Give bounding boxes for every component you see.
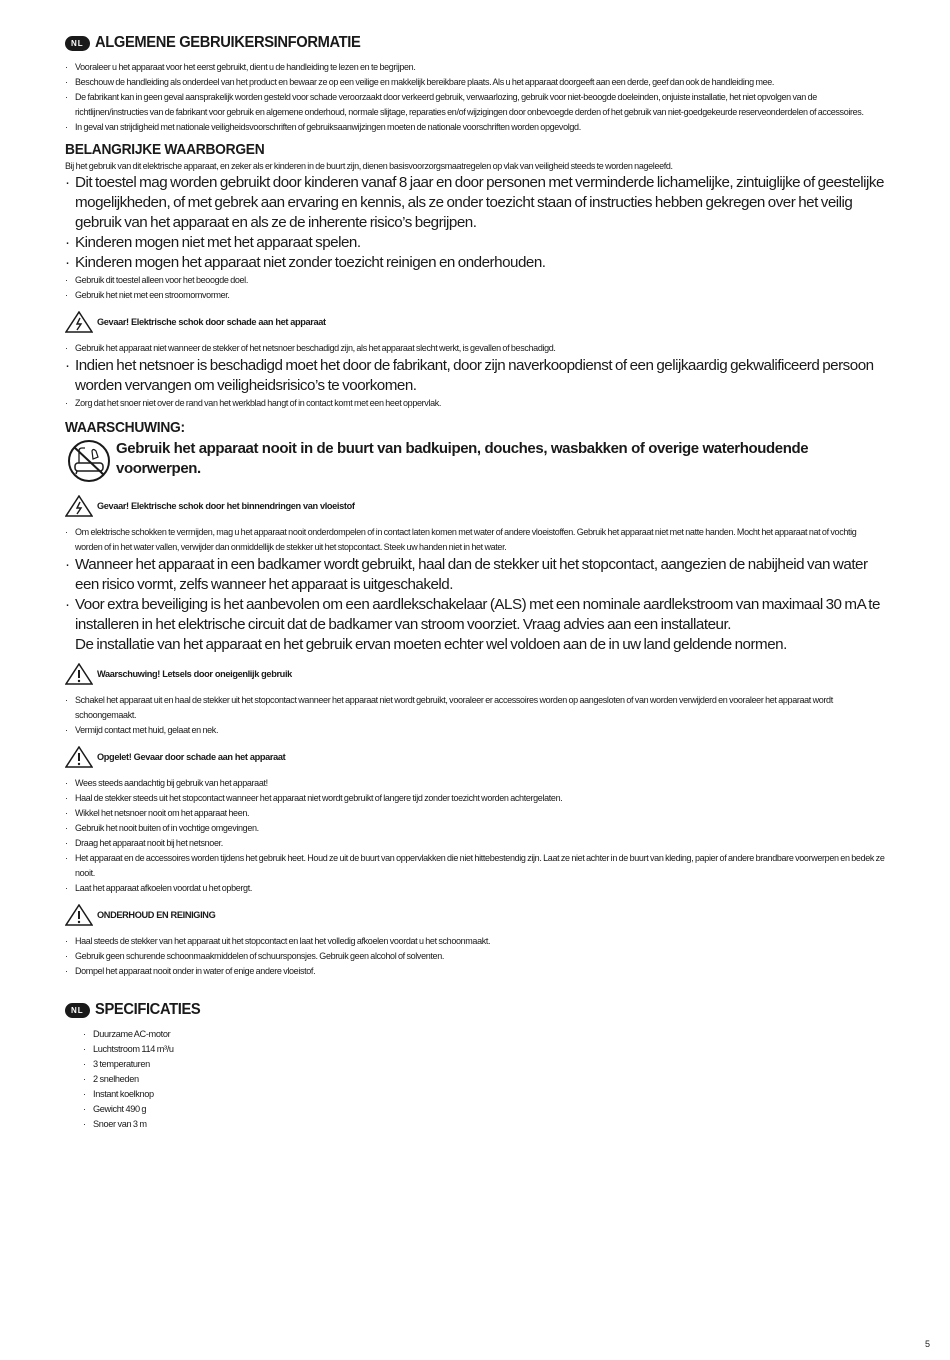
list-item: · Gebruik het apparaat niet wanneer de stekker of het netsnoer beschadigd zijn, als het apparaat slecht werkt, is gevallen of beschadigd. bbox=[65, 341, 885, 356]
warning-label: Gevaar! Elektrische schok door het binnendringen van vloeistof bbox=[97, 501, 355, 511]
warning-triangle-icon bbox=[65, 311, 93, 333]
list-item: · 2 snelheden bbox=[83, 1072, 885, 1087]
manual-page bbox=[65, 34, 885, 1132]
maintenance-label: ONDERHOUD EN REINIGING bbox=[97, 910, 216, 920]
list-item: · Beschouw de handleiding als onderdeel van het product en bewaar ze op een veilige en makkelijk bereikbare plaats. Als u het apparaat doorgeeft aan een derde, geef dan ook de handleiding mee. bbox=[65, 75, 885, 90]
general-list bbox=[65, 60, 885, 135]
safeguards-intro: Bij het gebruik van dit elektrische apparaat, en zeker als er kinderen in de buurt zijn, dienen basisvoorzorgsmaatregelen op vlak van veiligheid steeds te worden nageleefd. bbox=[65, 161, 673, 171]
waarschuwing-title: WAARSCHUWING: bbox=[65, 419, 185, 436]
no-bathtub-icon bbox=[65, 439, 113, 483]
specs-title: SPECIFICATIES bbox=[94, 1001, 201, 1018]
list-item bbox=[65, 595, 885, 655]
list-item: · In geval van strijdigheid met nationale veiligheidsvoorschriften of gebruiksaanwijzingen moeten de nationale voorschriften worden opgevolgd. bbox=[65, 120, 885, 135]
list-item-text: Voor extra beveiliging is het aanbevolen om een aardlekschakelaar (ALS) met een nominale aardlekstroom van maximaal 30 mA te installeren in het elektrische circuit dat de badkamer van stroom voorziet. Vraag advies aan een installateur. bbox=[75, 596, 880, 633]
warning3-list bbox=[65, 693, 885, 738]
warning-exclamation-icon bbox=[65, 904, 93, 926]
language-badge: NL bbox=[65, 36, 90, 51]
page-number: 5 bbox=[924, 1339, 930, 1349]
warning-device-damage bbox=[65, 746, 885, 768]
warning-liquid bbox=[65, 495, 885, 517]
list-item: · Om elektrische schokken te vermijden, mag u het apparaat nooit onderdompelen of in contact laten komen met water of andere vloeistoffen. Gebruik het apparaat niet met natte handen. Mocht het apparaat nat of vochtig worden of in het water vallen, verwijder dan onmiddellijk de stekker uit het stopcontact. Steek uw handen niet in het water. bbox=[65, 525, 885, 555]
maintenance-heading bbox=[65, 904, 885, 926]
list-item: · Zorg dat het snoer niet over de rand van het werkblad hangt of in contact komt met een heet oppervlak. bbox=[65, 396, 885, 411]
maintenance-list bbox=[65, 934, 885, 979]
general-title: ALGEMENE GEBRUIKERSINFORMATIE bbox=[94, 34, 361, 51]
list-item: · Gebruik geen schurende schoonmaakmiddelen of schuursponsjes. Gebruik geen alcohol of solventen. bbox=[65, 949, 885, 964]
list-item-text: De installatie van het apparaat en het gebruik ervan moeten echter wel voldoen aan de in uw land geldende normen. bbox=[75, 636, 787, 653]
list-item: · 3 temperaturen bbox=[83, 1057, 885, 1072]
list-item: · Schakel het apparaat uit en haal de stekker uit het stopcontact wanneer het apparaat niet wordt gebruikt, vooraleer er accessoires worden op aangesloten of van worden verwijderd en vooraleer het apparaat wordt schoongemaakt. bbox=[65, 693, 885, 723]
list-item: · Instant koelknop bbox=[83, 1087, 885, 1102]
list-item: · Het apparaat en de accessoires worden tijdens het gebruik heet. Houd ze uit de buurt van oppervlakken die niet hittebestendig zijn. Laat ze niet achter in de buurt van kleding, papier of andere brandbare voorwerpen en bedek ze nooit. bbox=[65, 851, 885, 881]
list-item: · Laat het apparaat afkoelen voordat u het opbergt. bbox=[65, 881, 885, 896]
list-item: · Vooraleer u het apparaat voor het eerst gebruikt, dient u de handleiding te lezen en te begrijpen. bbox=[65, 60, 885, 75]
warning-label: Opgelet! Gevaar door schade aan het apparaat bbox=[97, 752, 286, 762]
list-item: · De fabrikant kan in geen geval aansprakelijk worden gesteld voor schade veroorzaakt door verkeerd gebruik, verwaarlozing, gebruik voor niet-beoogde doeleinden, onjuiste installatie, het niet opvolgen van de richtlijnen/instructies van de fabrikant voor gebruik en algemene onderhoud, normale slijtage, reparaties en/of wijzigingen door onbevoegde derden of het gebruik van niet-goedgekeurde reserveonderdelen of accessoires. bbox=[65, 90, 885, 120]
warning-misuse bbox=[65, 663, 885, 685]
list-item: · Indien het netsnoer is beschadigd moet het door de fabrikant, door zijn naverkoopdienst of een gelijkaardig gekwalificeerd persoon worden vervangen om veiligheidsrisico’s te voorkomen. bbox=[65, 356, 885, 396]
list-item: · Wanneer het apparaat in een badkamer wordt gebruikt, haal dan de stekker uit het stopcontact, aangezien de nabijheid van water een risico vormt, zelfs wanneer het apparaat is uitgeschakeld. bbox=[65, 555, 885, 595]
bathtub-warning bbox=[65, 439, 885, 483]
specs-list bbox=[83, 1027, 885, 1132]
list-item: · Kinderen mogen het apparaat niet zonder toezicht reinigen en onderhouden. bbox=[65, 253, 885, 273]
list-item: · Gebruik het niet met een stroomomvormer. bbox=[65, 288, 885, 303]
list-item: · Wikkel het netsnoer nooit om het apparaat heen. bbox=[65, 806, 885, 821]
safeguards-small-list bbox=[65, 273, 885, 303]
list-item: · Gebruik het nooit buiten of in vochtige omgevingen. bbox=[65, 821, 885, 836]
list-item: · Haal steeds de stekker van het apparaat uit het stopcontact en laat het volledig afkoelen voordat u het schoonmaakt. bbox=[65, 934, 885, 949]
list-item: · Draag het apparaat nooit bij het netsnoer. bbox=[65, 836, 885, 851]
list-item: · Kinderen mogen niet met het apparaat spelen. bbox=[65, 233, 885, 253]
list-item: · Duurzame AC-motor bbox=[83, 1027, 885, 1042]
list-item: · Dompel het apparaat nooit onder in water of enige andere vloeistof. bbox=[65, 964, 885, 979]
list-item: · Dit toestel mag worden gebruikt door kinderen vanaf 8 jaar en door personen met verminderde lichamelijke, zintuiglijke of geestelijke mogelijkheden, of met gebrek aan ervaring en kennis, als ze onder toezicht staan of instructies hebben gekregen over het veilig gebruik van het apparaat en als ze de inherente risico’s begrijpen. bbox=[65, 173, 885, 233]
warning4-list bbox=[65, 776, 885, 896]
safeguards-title: BELANGRIJKE WAARBORGEN bbox=[65, 141, 265, 158]
list-item: · Gewicht 490 g bbox=[83, 1102, 885, 1117]
list-item: · Haal de stekker steeds uit het stopcontact wanneer het apparaat niet wordt gebruikt of langere tijd zonder toezicht worden achtergelaten. bbox=[65, 791, 885, 806]
language-badge: NL bbox=[65, 1003, 90, 1018]
warning-exclamation-icon bbox=[65, 746, 93, 768]
list-item: · Luchtstroom 114 m³/u bbox=[83, 1042, 885, 1057]
list-item: · Vermijd contact met huid, gelaat en nek. bbox=[65, 723, 885, 738]
warning-label: Gevaar! Elektrische schok door schade aan het apparaat bbox=[97, 317, 326, 327]
list-item: · Wees steeds aandachtig bij gebruik van het apparaat! bbox=[65, 776, 885, 791]
warning2-list bbox=[65, 525, 885, 655]
warning-exclamation-icon bbox=[65, 663, 93, 685]
list-item: · Gebruik dit toestel alleen voor het beoogde doel. bbox=[65, 273, 885, 288]
warning-triangle-icon bbox=[65, 495, 93, 517]
warning-electric-damage bbox=[65, 311, 885, 333]
specs-heading bbox=[65, 1001, 885, 1019]
warning-label: Waarschuwing! Letsels door oneigenlijk gebruik bbox=[97, 669, 292, 679]
general-heading bbox=[65, 34, 885, 52]
safeguards-large-list bbox=[65, 173, 885, 273]
bathtub-warning-text: Gebruik het apparaat nooit in de buurt van badkuipen, douches, wasbakken of overige waterhoudende voorwerpen. bbox=[116, 440, 809, 477]
warning1-list bbox=[65, 341, 885, 411]
list-item: · Snoer van 3 m bbox=[83, 1117, 885, 1132]
